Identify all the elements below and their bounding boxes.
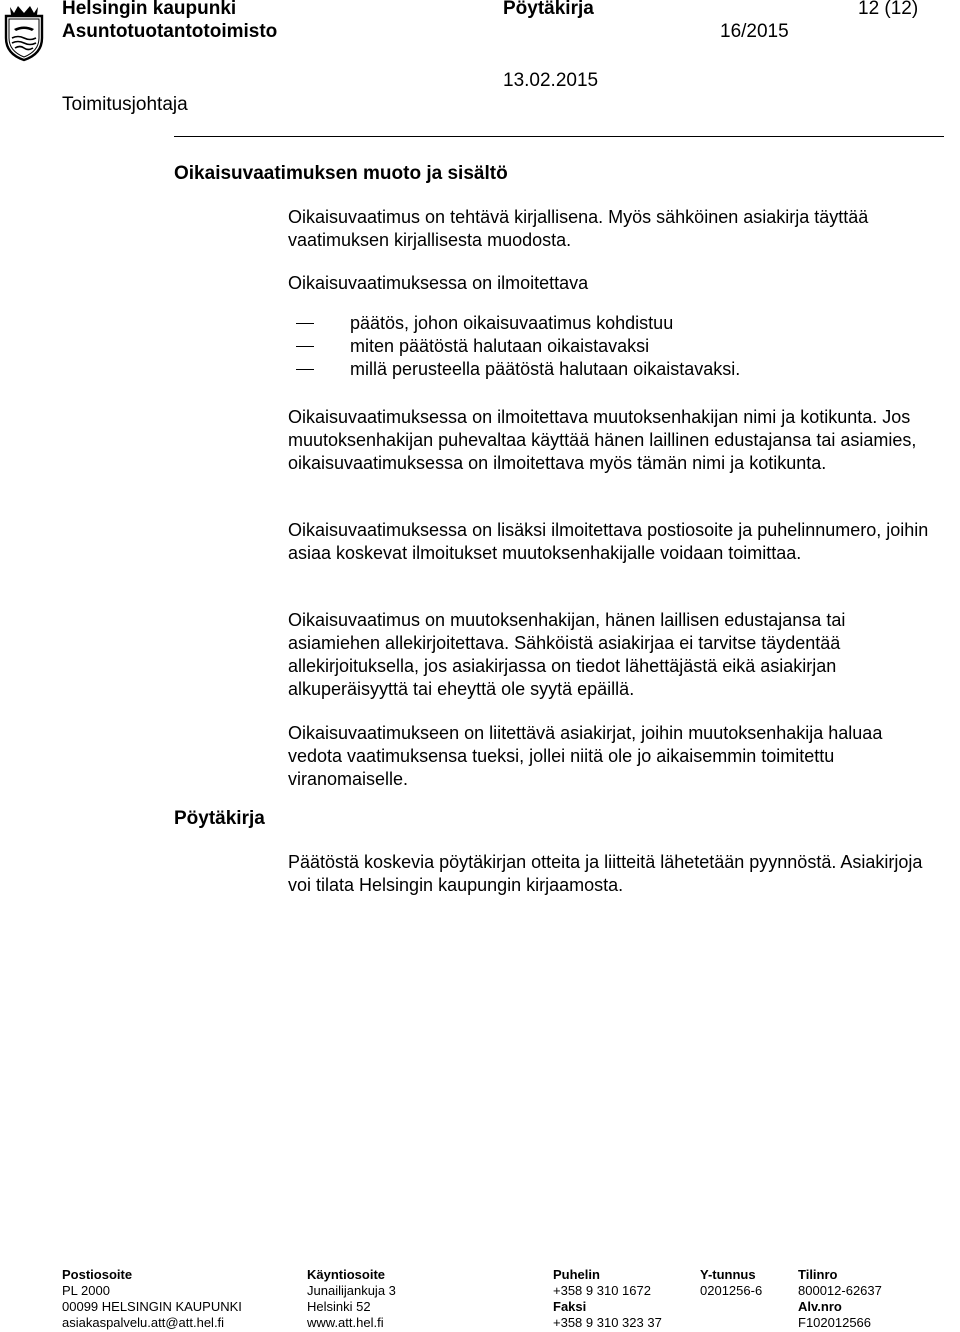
- unit-name: Asuntotuotantotoimisto: [62, 21, 278, 42]
- footer-phone: Puhelin +358 9 310 1672 Faksi +358 9 310 323 37: [553, 1267, 662, 1330]
- footer-business-id: Y-tunnus 0201256-6: [700, 1267, 763, 1298]
- list-item: millä perusteella päätöstä halutaan oikaistavaksi.: [288, 358, 740, 381]
- footer-account: Tilinro 800012-62637 Alv.nro F102012566: [798, 1267, 882, 1330]
- section-heading: Oikaisuvaatimuksen muoto ja sisältö: [174, 163, 508, 184]
- paragraph-attachments: Oikaisuvaatimukseen on liitettävä asiakirjat, joihin muutoksenhakija haluaa vedota vaatimuksensa tueksi, jollei niitä ole jo aikaisemmin toimitettu viranomaiselle.: [288, 723, 883, 789]
- org-name: Helsingin kaupunki: [62, 0, 237, 19]
- requirements-list: [288, 312, 740, 381]
- paragraph-form: Oikaisuvaatimus on tehtävä kirjallisena. Myös sähköinen asiakirja täyttää vaatimuksen kirjallisesta muodosta.: [288, 207, 869, 250]
- header-divider: [174, 136, 944, 137]
- email-link[interactable]: asiakaspalvelu.att@att.hel.fi: [62, 1315, 225, 1330]
- side-label-minutes: Pöytäkirja: [174, 808, 265, 829]
- dash-icon: [296, 346, 314, 347]
- helsinki-crest-logo: [2, 2, 46, 62]
- list-item: miten päätöstä halutaan oikaistavaksi: [288, 335, 740, 358]
- footer-visit: Käyntiosoite Junailijankuja 3 Helsinki 52 www.att.hel.fi: [307, 1267, 396, 1330]
- paragraph-copies: Päätöstä koskevia pöytäkirjan otteita ja liitteitä lähetetään pyynnöstä. Asiakirjoja voi tilata Helsingin kaupungin kirjaamosta.: [288, 852, 923, 895]
- document-date: 13.02.2015: [503, 70, 599, 91]
- role-title: Toimitusjohtaja: [62, 94, 188, 115]
- document-number: 16/2015: [720, 21, 789, 42]
- list-item: päätös, johon oikaisuvaatimus kohdistuu: [288, 312, 740, 335]
- page-number: 12 (12): [858, 0, 919, 19]
- document-type: Pöytäkirja: [503, 0, 594, 19]
- paragraph-signature: Oikaisuvaatimus on muutoksenhakijan, hänen laillisen edustajansa tai asiamiehen allekirjoitettava. Sähköistä asiakirjaa ei tarvitse täydentää allekirjoituksella, jos asiakirjassa on tiedot lähettäjästä eikä asiakirjan alkuperäisyyttä tai eheyttä ole syytä epäillä.: [288, 610, 846, 699]
- paragraph-appellant: Oikaisuvaatimuksessa on ilmoitettava muutoksenhakijan nimi ja kotikunta. Jos muutoksenhakijan puhevaltaa käyttää hänen laillinen edustajansa tai asiamies, oikaisuvaatimuksessa on ilmoitettava myös tämän nimi ja kotikunta.: [288, 407, 917, 473]
- dash-icon: [296, 323, 314, 324]
- footer-postal: Postiosoite PL 2000 00099 HELSINGIN KAUPUNKI asiakaspalvelu.att@att.hel.fi: [62, 1267, 242, 1330]
- paragraph-contact: Oikaisuvaatimuksessa on lisäksi ilmoitettava postiosoite ja puhelinnumero, joihin asiaa koskevat ilmoitukset muutoksenhakijalle voidaan toimittaa.: [288, 520, 929, 563]
- website-link[interactable]: www.att.hel.fi: [307, 1315, 384, 1330]
- dash-icon: [296, 369, 314, 370]
- paragraph-must-state: Oikaisuvaatimuksessa on ilmoitettava: [288, 273, 589, 293]
